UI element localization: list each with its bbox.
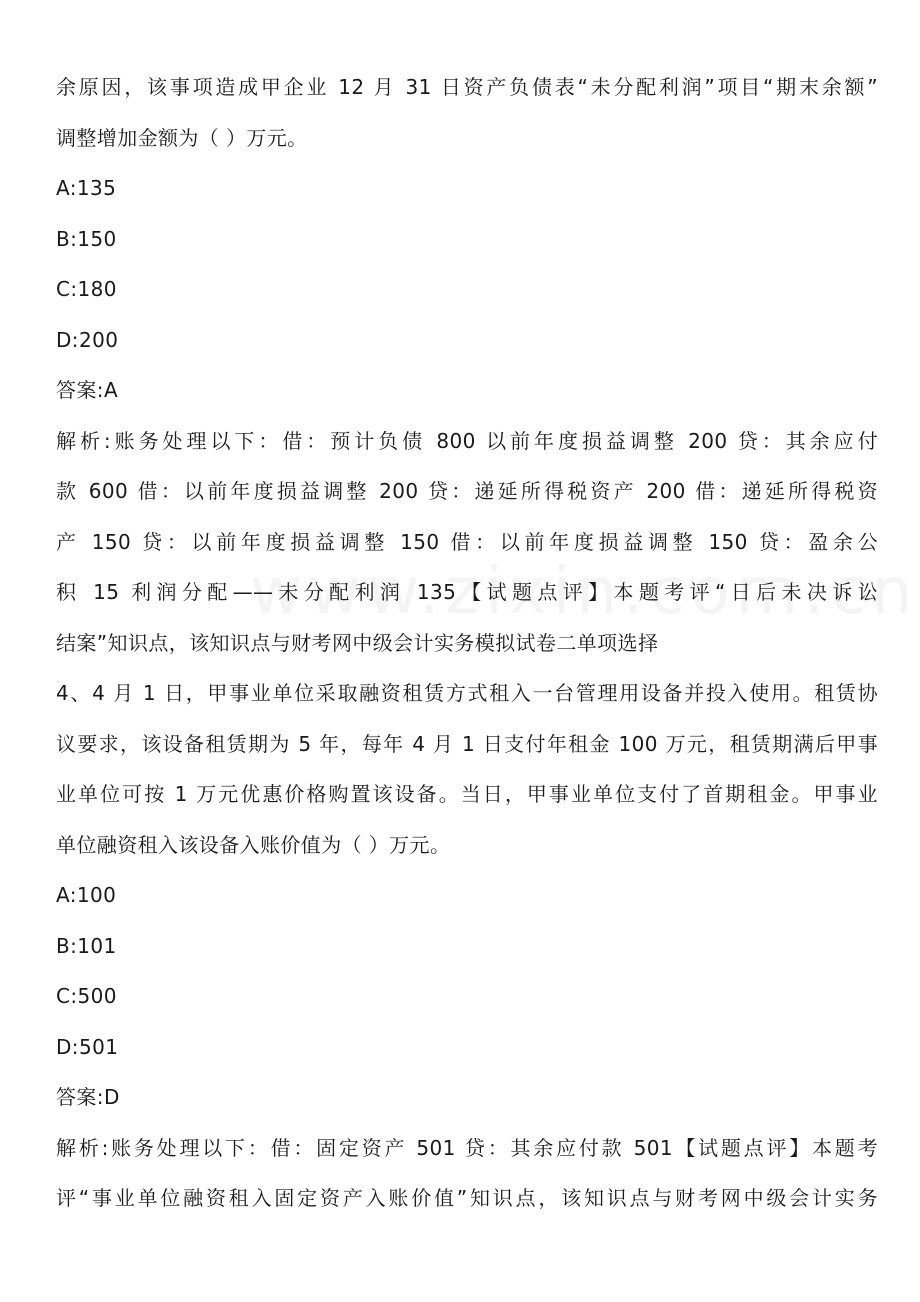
analysis-line: 解析:账务处理以下：借：固定资产 501 贷：其余应付款 501【试题点评】本题考: [56, 1135, 878, 1160]
analysis-line: 评“事业单位融资租入固定资产入账价值”知识点，该知识点与财考网中级会计实务: [56, 1186, 878, 1210]
question-4: [56, 668, 878, 1224]
question-stem-line: 调整增加金额为（ ）万元。: [56, 125, 308, 150]
analysis-line: 结案”知识点，该知识点与财考网中级会计实务模拟试卷二单项选择: [56, 630, 659, 655]
option-a: A:135: [56, 176, 117, 200]
answer: 答案:A: [56, 378, 119, 402]
option-b: B:150: [56, 226, 117, 251]
option-a: A:100: [56, 883, 117, 907]
option-b: B:101: [56, 933, 117, 958]
option-c: C:180: [56, 277, 117, 301]
analysis-line: 款 600 借：以前年度损益调整 200 贷：递延所得税资产 200 借：递延所得税资: [56, 479, 878, 503]
option-c: C:500: [56, 984, 117, 1008]
analysis-line: 积 15 利润分配——未分配利润 135【试题点评】本题考评“日后未决诉讼: [56, 580, 878, 604]
question-stem-line: 业单位可按 1 万元优惠价格购置该设备。当日，甲事业单位支付了首期租金。甲事业: [56, 782, 878, 806]
analysis-line: 解析:账务处理以下：借：预计负债 800 以前年度损益调整 200 贷：其余应付: [56, 428, 878, 453]
option-d: D:200: [56, 327, 119, 352]
option-d: D:501: [56, 1034, 119, 1059]
question-stem-line: 单位融资租入该设备入账价值为（ ）万元。: [56, 832, 451, 857]
document-page: [56, 62, 878, 1224]
analysis-line: 产 150 贷：以前年度损益调整 150 借：以前年度损益调整 150 贷：盈余公: [56, 529, 878, 554]
answer: 答案:D: [56, 1085, 120, 1109]
question-stem-line: 余原因，该事项造成甲企业 12 月 31 日资产负债表“未分配利润”项目“期末余额”: [56, 75, 878, 99]
question-stem-line: 议要求，该设备租赁期为 5 年，每年 4 月 1 日支付年租金 100 万元，租赁期满后甲事: [56, 731, 878, 756]
question-3-fragment: [56, 62, 878, 668]
question-stem-line: 4、4 月 1 日，甲事业单位采取融资租赁方式租入一台管理用设备并投入使用。租赁协: [56, 681, 878, 705]
